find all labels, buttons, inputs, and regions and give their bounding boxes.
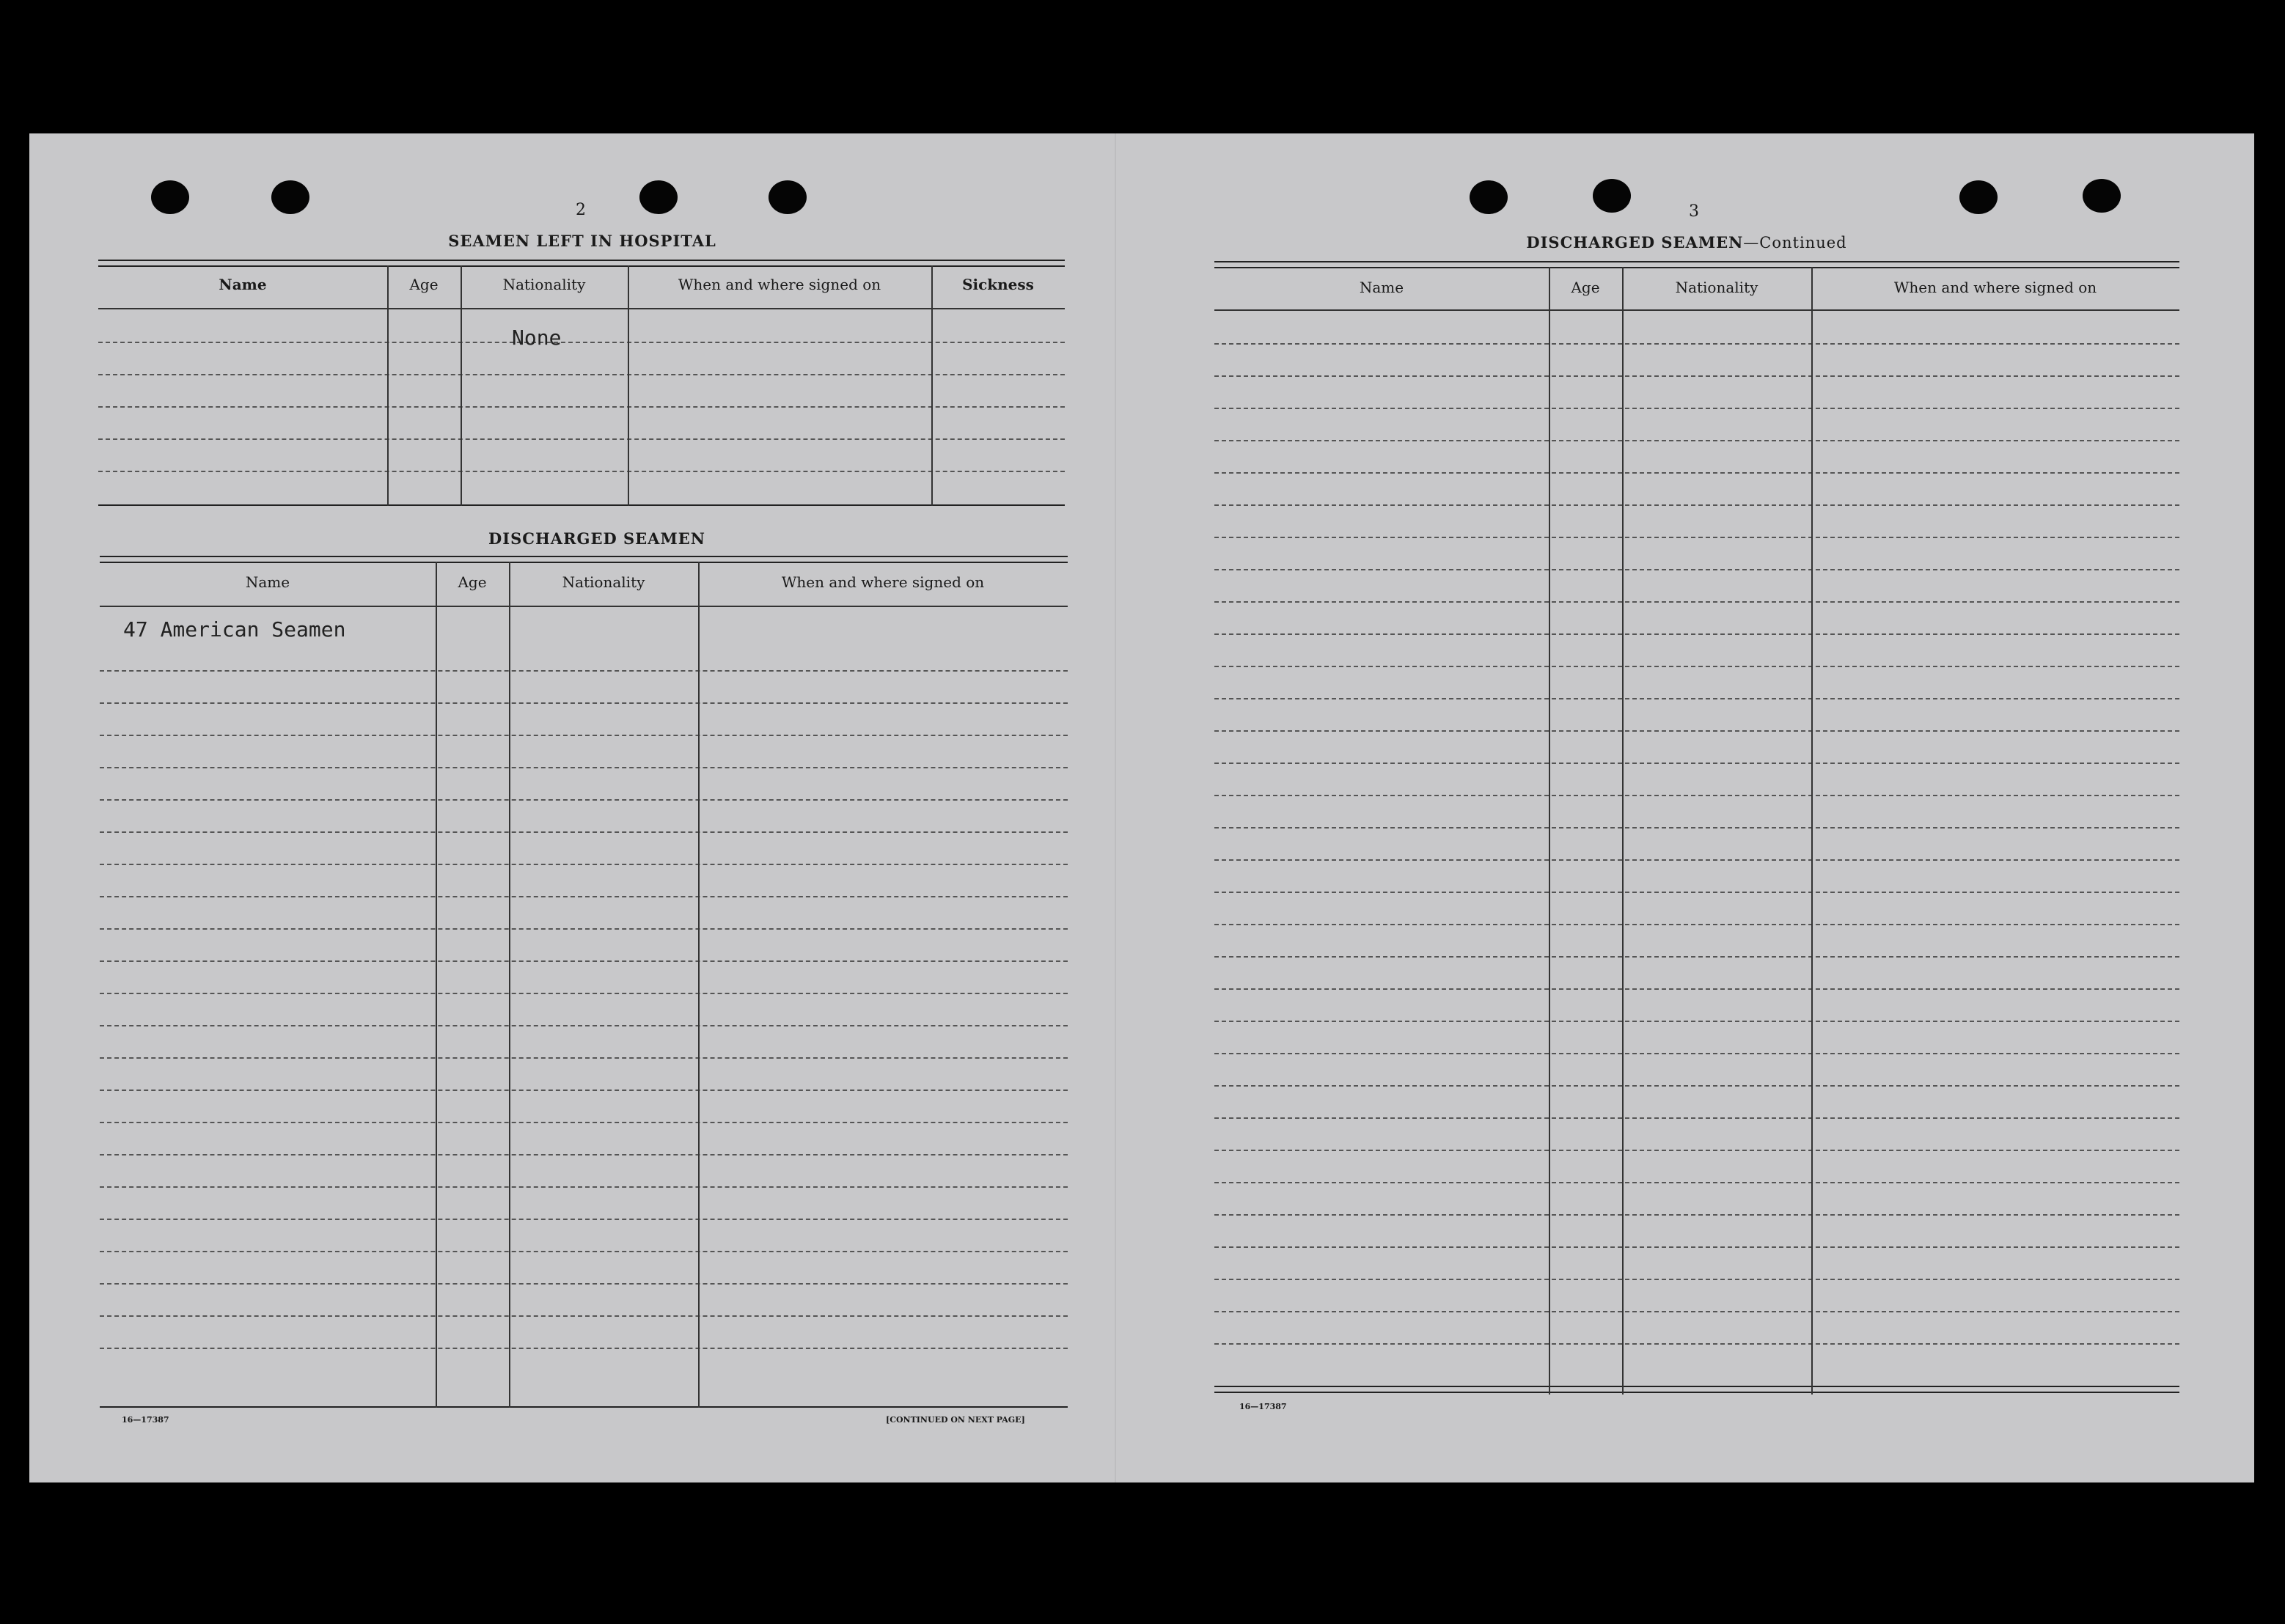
discharged-col-age: Age	[458, 573, 487, 591]
continued-col-nationality: Nationality	[1675, 279, 1758, 296]
discharged-section-title: DISCHARGED SEAMEN	[488, 529, 705, 548]
continued-col-age: Age	[1571, 279, 1600, 296]
hospital-section-title: SEAMEN LEFT IN HOSPITAL	[448, 232, 716, 250]
discharged-col-name: Name	[245, 573, 290, 591]
hospital-col-nationality: Nationality	[502, 276, 586, 293]
hospital-table	[98, 260, 1065, 509]
punch-hole	[151, 180, 189, 214]
hospital-col-age: Age	[409, 276, 439, 293]
discharged-table	[100, 556, 1068, 1409]
hospital-col-name: Name	[219, 276, 267, 293]
page-number-right: 3	[1689, 202, 1699, 221]
hospital-col-signed-on: When and where signed on	[678, 276, 881, 293]
discharged-entry: 47 American Seamen	[123, 617, 346, 642]
continued-col-signed-on: When and where signed on	[1893, 279, 2097, 296]
punch-hole	[271, 180, 309, 214]
hospital-entry-none: None	[512, 326, 562, 350]
page-number-left: 2	[576, 201, 586, 219]
continued-col-name: Name	[1359, 279, 1404, 296]
discharged-continued-table	[1214, 261, 2179, 1396]
discharged-col-nationality: Nationality	[562, 573, 645, 591]
page-fold	[1115, 133, 1116, 1482]
punch-hole	[1470, 180, 1508, 214]
punch-hole	[639, 180, 678, 214]
punch-hole	[1959, 180, 1998, 214]
hospital-col-sickness: Sickness	[962, 276, 1034, 293]
punch-hole	[769, 180, 807, 214]
continued-note: [CONTINUED ON NEXT PAGE]	[886, 1415, 1025, 1425]
discharged-continued-title-main: DISCHARGED SEAMEN	[1526, 233, 1744, 251]
discharged-col-signed-on: When and where signed on	[781, 573, 985, 591]
punch-hole	[1593, 179, 1631, 213]
form-number-right: 16—17387	[1239, 1402, 1287, 1411]
form-number-left: 16—17387	[122, 1415, 169, 1425]
discharged-continued-title	[1467, 233, 1907, 251]
punch-hole	[2083, 179, 2121, 213]
discharged-continued-title-suffix: —Continued	[1743, 234, 1847, 251]
